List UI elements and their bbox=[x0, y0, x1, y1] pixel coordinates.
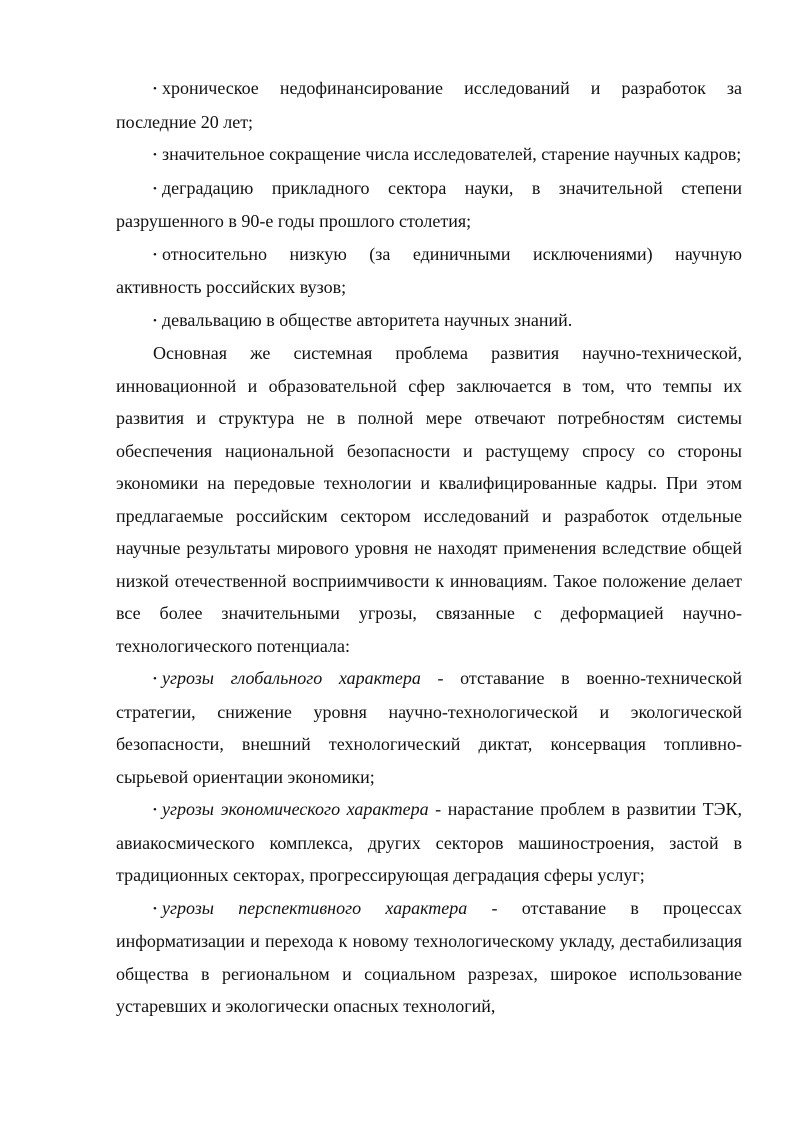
body-paragraph: Основная же системная проблема развития научно-технической, инновационной и образовательной сфер заключается в том, что темпы их развития и структура не в полной мере отвечают потребностям системы обеспечения национальной безопасности и растущему спросу со стороны экономики на передовые технологии и квалифицированные кадры. При этом предлагаемые российским сектором исследований и разработок отдельные научные результаты мирового уровня не находят применения вследствие общей низкой отечественной восприимчивости к инновациям. Такое положение делает все более значительными угрозы, связанные с деформацией научно-технологического потенциала: bbox=[116, 343, 742, 656]
list-item-text: девальвацию в обществе авторитета научных знаний. bbox=[162, 309, 573, 330]
threat-item bbox=[116, 892, 742, 1023]
bullet-icon: • bbox=[153, 149, 157, 161]
document-page bbox=[116, 72, 742, 1023]
bullet-icon: • bbox=[153, 314, 157, 327]
bullet-icon: • bbox=[153, 248, 157, 261]
list-item-text: значительное сокращение числа исследователей, старение научных кадров; bbox=[162, 144, 742, 164]
bullet-icon: • bbox=[153, 182, 157, 195]
threat-term: угрозы экономического характера bbox=[162, 799, 429, 819]
threat-description: - отставание в военно-технической стратегии, снижение уровня научно-технологической и экологической безопасности, внешний технологический диктат, консервация топливно-сырьевой ориентации экономики; bbox=[116, 668, 742, 787]
list-item bbox=[116, 138, 742, 172]
list-item bbox=[116, 238, 742, 304]
bullet-icon: • bbox=[153, 83, 157, 95]
list-item-text: относительно низкую (за единичными исключениями) научную активность российских вузов; bbox=[116, 243, 742, 297]
list-item-text: деградацию прикладного сектора науки, в значительной степени разрушенного в 90-е годы прошлого столетия; bbox=[116, 177, 742, 231]
bullet-icon: • bbox=[153, 902, 157, 915]
bullet-icon: • bbox=[153, 804, 157, 816]
threat-term: угрозы глобального характера bbox=[162, 668, 421, 688]
list-item bbox=[116, 72, 742, 138]
list-item bbox=[116, 172, 742, 238]
threat-description: - отставание в процессах информатизации и перехода к новому технологическому укладу, дестабилизация общества в региональном и социальном разрезах, широкое использование устаревших и экологически опасных технологий, bbox=[116, 897, 742, 1016]
list-item-text: хроническое недофинансирование исследований и разработок за последние 20 лет; bbox=[116, 78, 742, 132]
threat-description: - нарастание проблем в развитии ТЭК, авиакосмического комплекса, других секторов машиностроения, застой в традиционных секторах, прогрессирующая деградация сферы услуг; bbox=[116, 799, 742, 885]
threat-term: угрозы перспективного характера bbox=[162, 897, 468, 918]
threat-item bbox=[116, 793, 742, 892]
list-item bbox=[116, 304, 742, 338]
threat-item bbox=[116, 662, 742, 793]
bullet-icon: • bbox=[153, 673, 157, 685]
